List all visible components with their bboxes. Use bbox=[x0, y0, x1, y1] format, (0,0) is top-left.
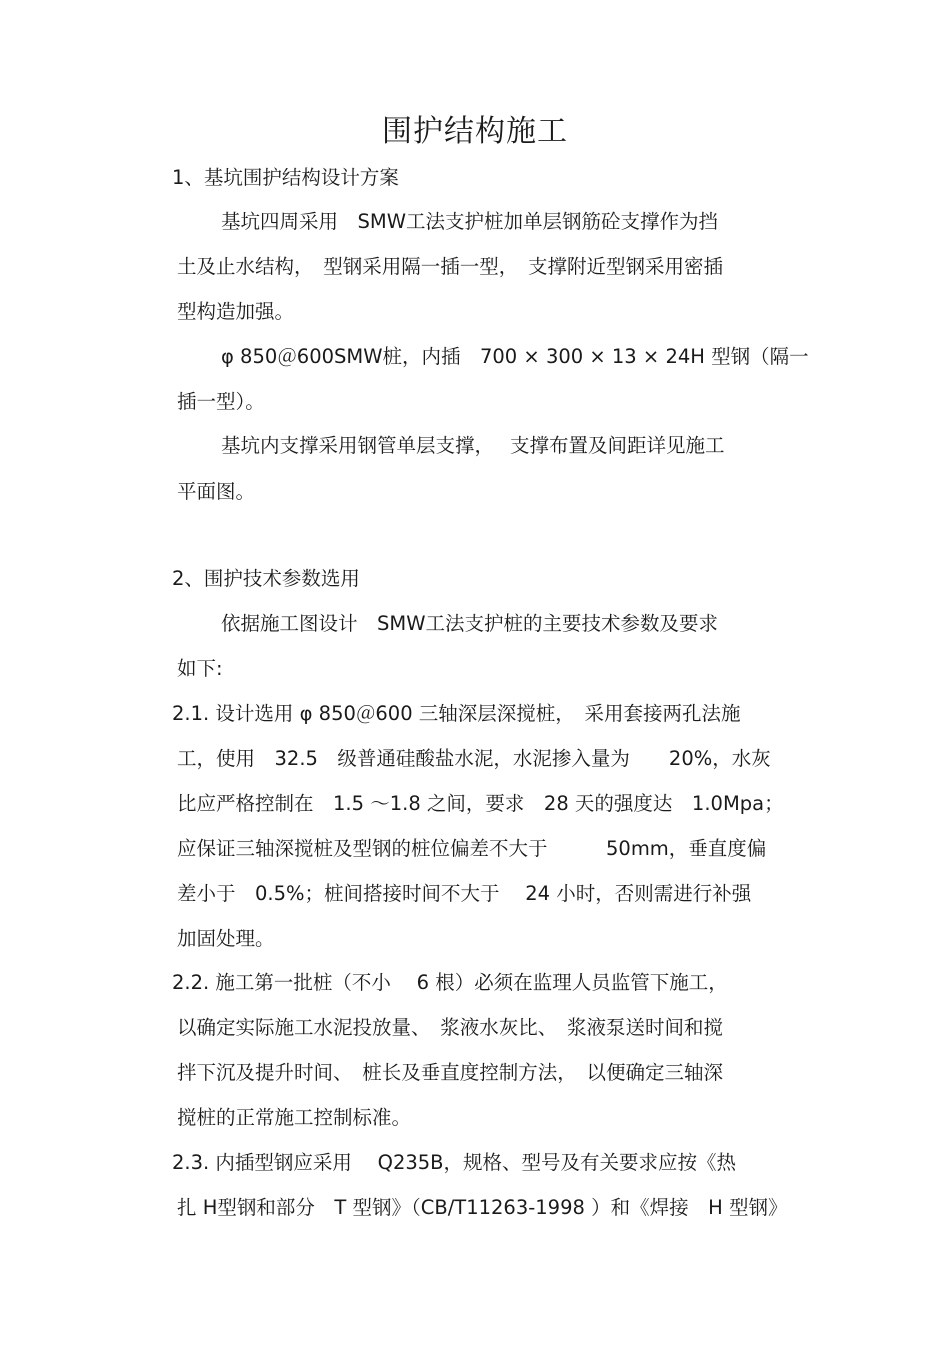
paragraph-line: 比应严格控制在 1.5 ～1.8 之间，要求 28 天的强度达 1.0Mpa； bbox=[177, 792, 784, 815]
paragraph-line: 扎 H型钢和部分 T 型钢》（CB/T11263-1998 ）和《焊接 H 型钢》 bbox=[177, 1196, 788, 1219]
paragraph-line: 差小于 0.5%；桩间搭接时间不大于 24 小时，否则需进行补强 bbox=[177, 882, 752, 905]
paragraph-line: φ 850＠600SMW桩，内插 700 × 300 × 13 × 24H 型钢（隔一 bbox=[221, 345, 809, 368]
paragraph-line: 2.3. 内插型钢应采用 Q235B，规格、型号及有关要求应按《热 bbox=[172, 1151, 737, 1174]
paragraph-line: 如下: bbox=[177, 657, 223, 680]
section-1-heading: 1、基坑围护结构设计方案 bbox=[172, 166, 399, 189]
paragraph-line: 型构造加强。 bbox=[177, 300, 295, 323]
paragraph-line: 基坑内支撑采用钢管单层支撑， 支撑布置及间距详见施工 bbox=[221, 434, 725, 457]
paragraph-line: 拌下沉及提升时间、 桩长及垂直度控制方法， 以便确定三轴深 bbox=[177, 1061, 724, 1084]
paragraph-line: 加固处理。 bbox=[177, 927, 275, 950]
paragraph-line: 搅桩的正常施工控制标准。 bbox=[177, 1106, 412, 1129]
document-title: 围护结构施工 bbox=[382, 114, 568, 149]
section-2-heading: 2、围护技术参数选用 bbox=[172, 567, 360, 590]
paragraph-line: 插一型）。 bbox=[177, 390, 265, 413]
paragraph-line: 2.1. 设计选用 φ 850＠600 三轴深层深搅桩， 采用套接两孔法施 bbox=[172, 702, 741, 725]
paragraph-line: 平面图。 bbox=[177, 480, 256, 503]
paragraph-line: 2.2. 施工第一批桩（不小 6 根）必须在监理人员监管下施工， bbox=[172, 971, 728, 994]
paragraph-line: 依据施工图设计 SMW工法支护桩的主要技术参数及要求 bbox=[221, 612, 718, 635]
paragraph-line: 工，使用 32.5 级普通硅酸盐水泥，水泥掺入量为 20%，水灰 bbox=[177, 747, 771, 770]
paragraph-line: 以确定实际施工水泥投放量、 浆液水灰比、 浆液泵送时间和搅 bbox=[177, 1016, 724, 1039]
paragraph-line: 土及止水结构， 型钢采用隔一插一型， 支撑附近型钢采用密插 bbox=[177, 255, 724, 278]
paragraph-line: 基坑四周采用 SMW工法支护桩加单层钢筋砼支撑作为挡 bbox=[221, 210, 718, 233]
paragraph-line: 应保证三轴深搅桩及型钢的桩位偏差不大于 50mm，垂直度偏 bbox=[177, 837, 767, 860]
